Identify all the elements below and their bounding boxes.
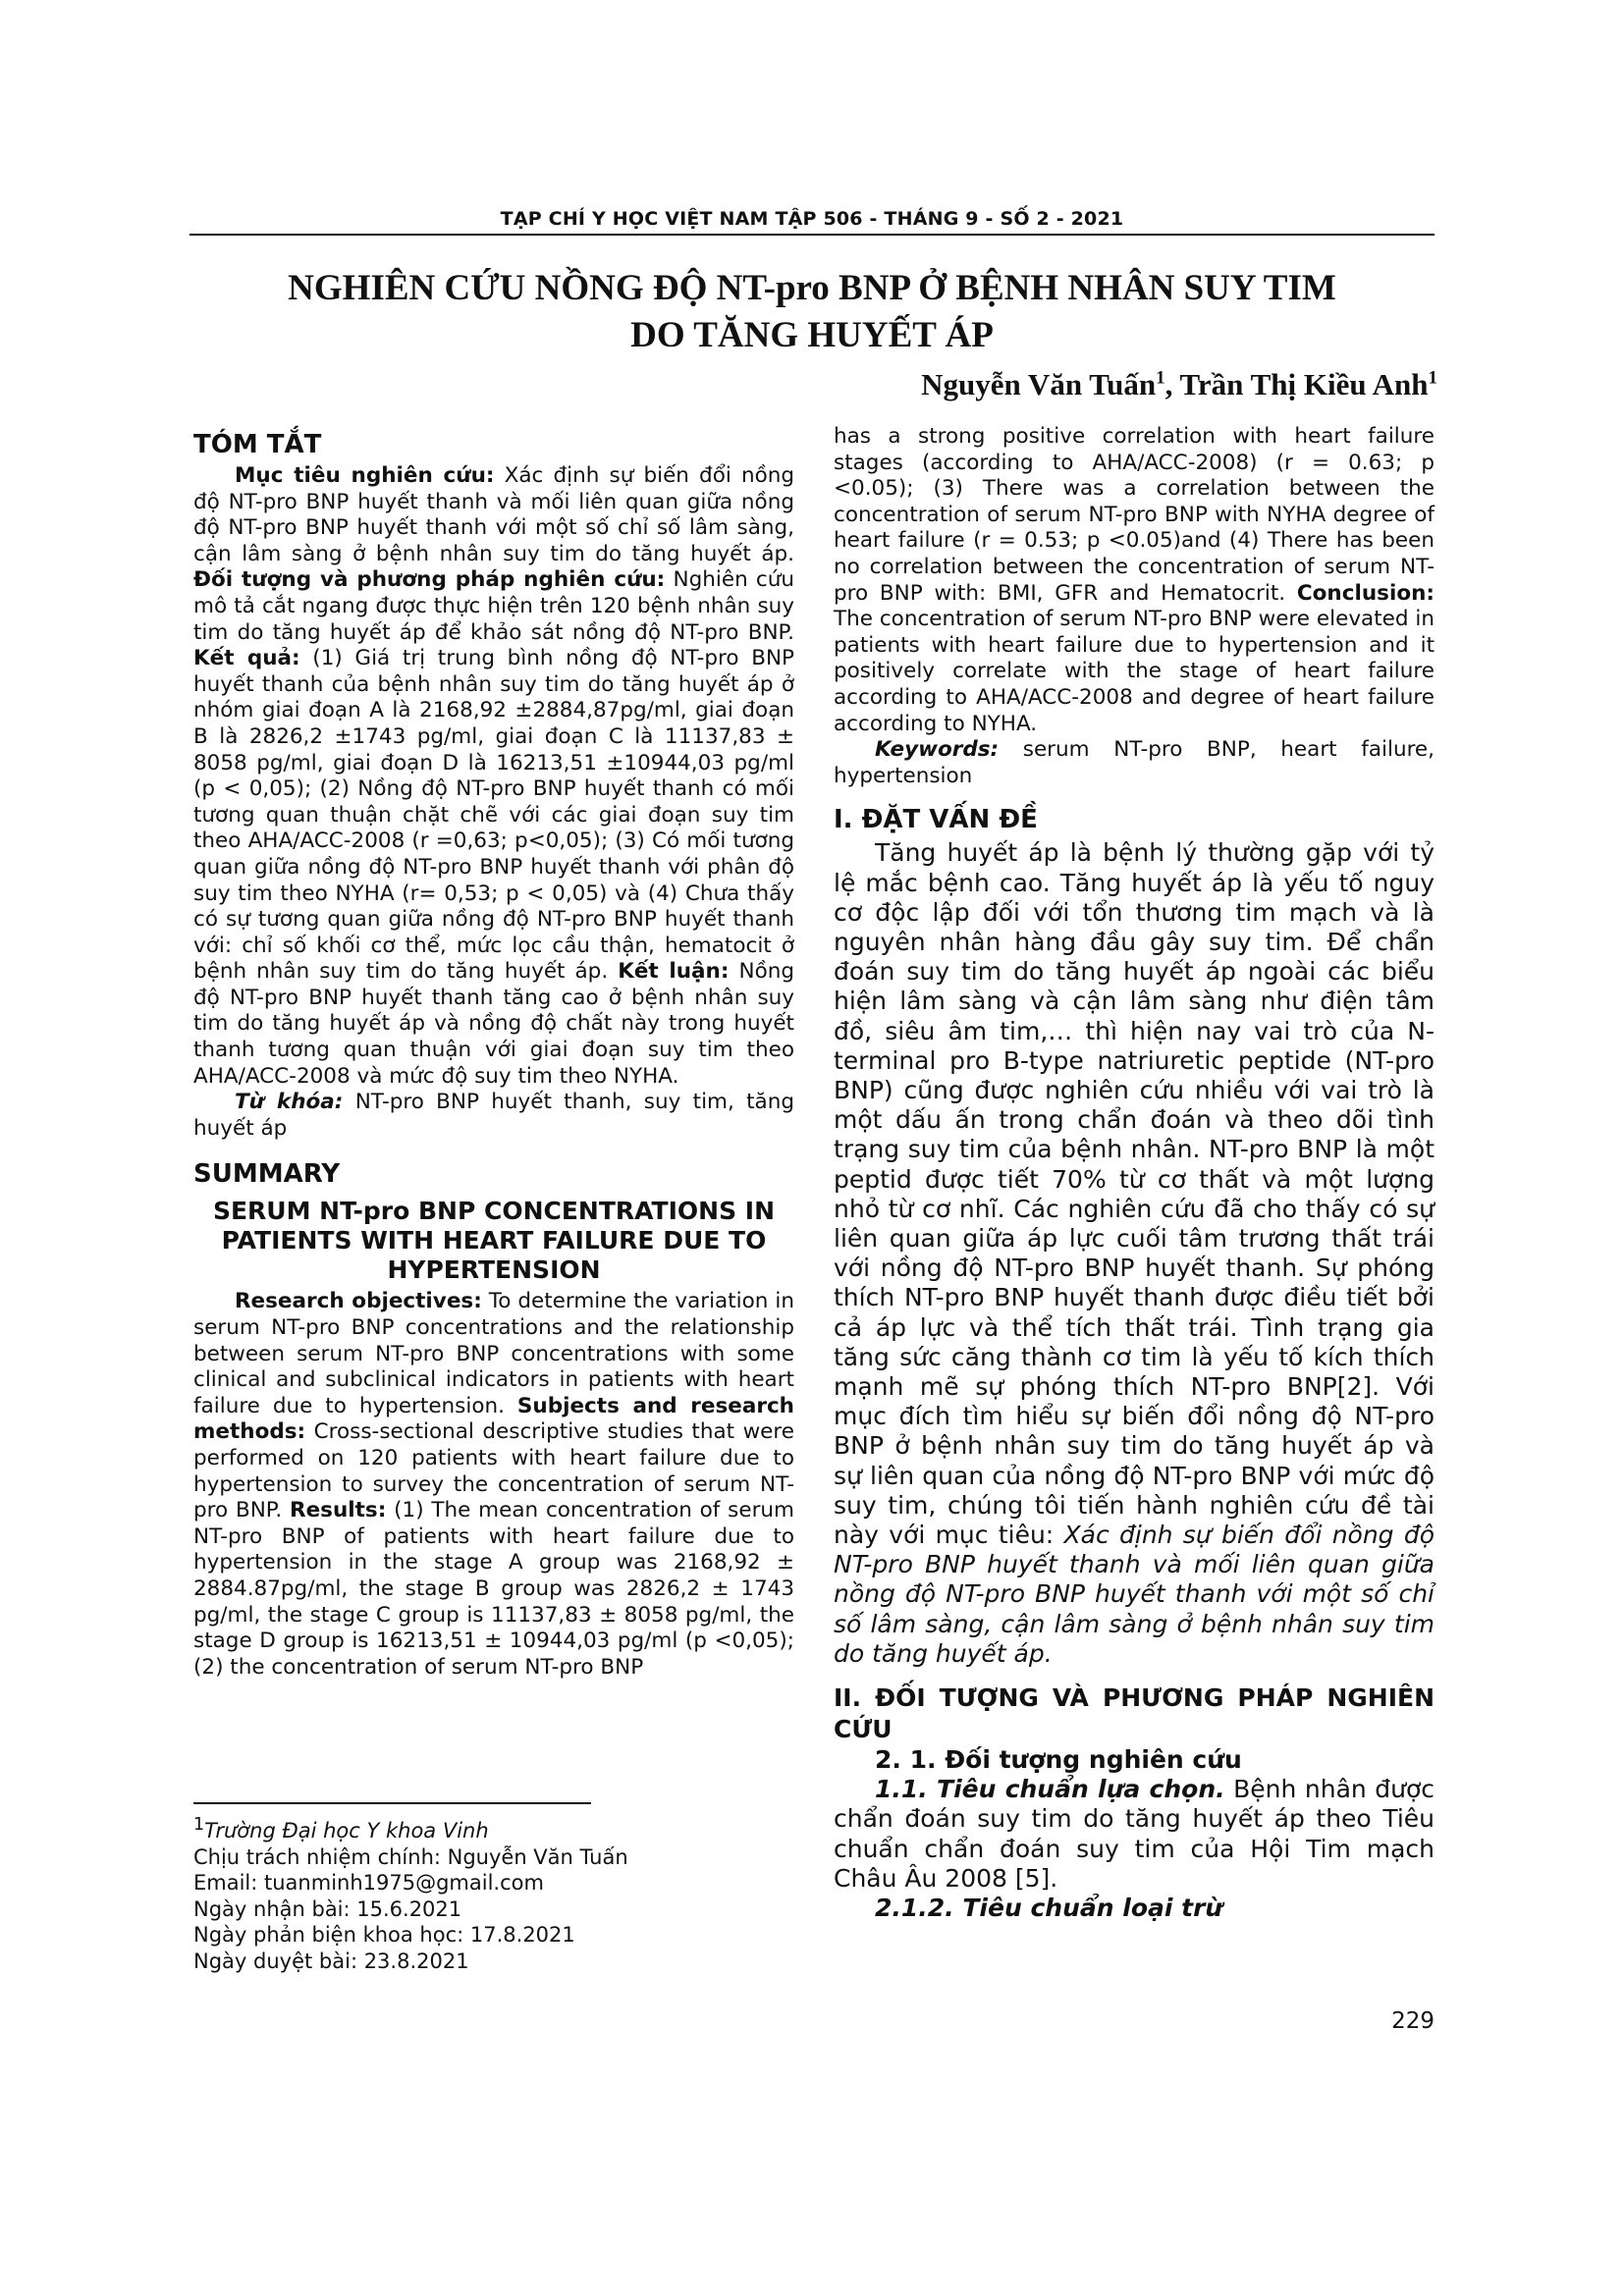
english-abstract (193, 1289, 794, 1681)
footnote-affiliation (193, 1812, 794, 1844)
affiliation-marker: 1 (193, 1815, 205, 1835)
footnote-accepted: Ngày duyệt bài: 23.8.2021 (193, 1949, 469, 1973)
label-subjects-methods: Subjects and research methods: (193, 1393, 794, 1445)
section-1-text: Tăng huyết áp là bệnh lý thường gặp với tỷ lệ mắc bệnh cao. Tăng huyết áp là yếu tố nguy cơ độc lập đối với tổn thương tim mạch và là nguyên nhân hàng đầu gây suy tim. Để chẩn đoán suy tim do tăng huyết áp ngoài các biểu hiện lâm sàng và cận lâm sàng như điện tâm đồ, siêu âm tim,… thì hiện nay vai trò của N-terminal pro B-type natriuretic peptide (NT-pro BNP) cũng được nghiên cứu nhiều với vai trò là một dấu ấn trong chẩn đoán và theo dõi tình trạng suy tim của bệnh nhân. NT-pro BNP là một peptid được tiết 70% từ cơ thất và một lượng nhỏ từ cơ nhĩ. Các nghiên cứu đã cho thấy có sự liên quan giữa áp lực cuối tâm trương thất trái với nồng độ NT-pro BNP huyết thanh. Sự phóng thích NT-pro BNP huyết thanh được điều tiết bởi cả áp lực và thể tích thất trái. Tình trạng gia tăng sức căng thành cơ tim là yếu tố kích thích mạnh mẽ sự phóng thích NT-pro BNP[2]. Với mục đích tìm hiểu sự biến đổi nồng độ NT-pro BNP ở bệnh nhân suy tim do tăng huyết áp và sự liên quan của nồng độ NT-pro BNP với mức độ suy tim, chúng tôi tiến hành nghiên cứu đề tài này với mục tiêu: (834, 838, 1435, 1549)
footnote-received: Ngày nhận bài: 15.6.2021 (193, 1896, 462, 1921)
section-1-body (834, 838, 1435, 1669)
author-1-affiliation: 1 (1156, 367, 1165, 389)
label-conclusion: Kết luận: (618, 959, 730, 985)
text-results-en: (1) The mean concentration of serum NT-pro BNP of patients with heart failure due to hypertension in the stage A group was 2168,92 ± 2884.87pg/ml, the stage B group was 2826,2 ± 1743 pg/ml, the stage C group is 11137,83 ± 8058 pg/ml, the stage D group is 16213,51 ± 10944,03 pg/ml (p <0,05); (2) the concentration of serum NT-pro BNP (193, 1498, 794, 1680)
text-methods: Nghiên cứu mô tả cắt ngang được thực hiện trên 120 bệnh nhân suy tim do tăng huyết áp để khảo sát nồng độ NT-pro BNP. (193, 567, 794, 645)
vietnamese-keywords (193, 1090, 794, 1142)
article-title (189, 265, 1435, 359)
text-conclusion-en: The concentration of serum NT-pro BNP were elevated in patients with heart failure due to hypertension and it positively correlate with the stage of heart failure according to AHA/ACC-2008 and degree of heart failure according to NYHA. (834, 607, 1435, 736)
label-objective: Mục tiêu nghiên cứu: (235, 463, 495, 488)
author-separator: , (1164, 367, 1180, 401)
abstract-heading: TÓM TẮT (193, 430, 322, 459)
text-keywords: NT-pro BNP huyết thanh, suy tim, tăng huyết áp (193, 1090, 794, 1141)
footnote-reviewed: Ngày phản biện khoa học: 17.8.2021 (193, 1923, 575, 1947)
subsection-1-1 (834, 1775, 1435, 1894)
author-2-affiliation: 1 (1428, 367, 1437, 389)
label-keywords: Từ khóa: (235, 1090, 344, 1115)
summary-title: SERUM NT-pro BNP CONCENTRATIONS IN PATIENTS WITH HEART FAILURE DUE TO HYPERTENSION (212, 1197, 776, 1285)
text-objective: Xác định sự biến đổi nồng độ NT-pro BNP huyết thanh và mối liên quan giữa nồng độ NT-pro BNP huyết thanh với một số chỉ số lâm sàng, cận lâm sàng ở bệnh nhân suy tim do tăng huyết áp. (193, 463, 794, 566)
author-2: Trần Thị Kiều Anh (1179, 367, 1429, 401)
text-results-en-cont: has a strong positive correlation with heart failure stages (according to AHA/ACC-2008) (r = 0.63; p <0.05); (3) There was a correlation between the concentration of serum NT-pro BNP with NYHA degree of heart failure (r = 0.53; p <0.05)and (4) There has been no correlation between the concentration of serum NT-pro BNP with: BMI, GFR and Hematocrit. (834, 424, 1435, 606)
text-subjects-methods: Cross-sectional descriptive studies that were performed on 120 patients with heart failure due to hypertension to survey the concentration of serum NT-pro BNP. (193, 1419, 794, 1523)
section-1-heading: I. ĐẶT VẤN ĐỀ (834, 805, 1038, 835)
vietnamese-abstract (193, 463, 794, 1090)
footnote-email: Email: tuanminh1975@gmail.com (193, 1871, 544, 1895)
label-results: Kết quả: (193, 646, 300, 671)
right-column (834, 424, 1435, 1923)
title-line-2: DO TĂNG HUYẾT ÁP (630, 315, 994, 355)
title-line-1: NGHIÊN CỨU NỒNG ĐỘ NT-pro BNP Ở BỆNH NHÂN SUY TIM (288, 268, 1336, 308)
subsection-2-1-2 (834, 1894, 1435, 1923)
section-1-aim: Xác định sự biến đổi nồng độ NT-pro BNP huyết thanh và mối liên quan giữa nồng độ NT-pro BNP huyết thanh với một số chỉ số lâm sàng, cận lâm sàng ở bệnh nhân suy tim do tăng huyết áp. (834, 1520, 1435, 1668)
author-list (921, 367, 1437, 402)
english-abstract-continued (834, 424, 1435, 737)
header-rule (189, 234, 1435, 236)
section-2-heading: II. ĐỐI TƯỢNG VÀ PHƯƠNG PHÁP NGHIÊN CỨU (834, 1683, 1435, 1743)
label-keywords-en: Keywords: (875, 737, 1000, 763)
page-number: 229 (1391, 2008, 1435, 2034)
subsection-1-1-text: Bệnh nhân được chẩn đoán suy tim do tăng huyết áp theo Tiêu chuẩn chẩn đoán suy tim của Hội Tim mạch Châu Âu 2008 [5]. (834, 1775, 1435, 1893)
footnote-corresponding: Chịu trách nhiệm chính: Nguyễn Văn Tuấn (193, 1844, 628, 1869)
label-methods: Đối tượng và phương pháp nghiên cứu: (193, 567, 666, 593)
label-conclusion-en: Conclusion: (1296, 580, 1435, 606)
subsection-2-1-2-label: 2.1.2. Tiêu chuẩn loại trừ (875, 1894, 1223, 1923)
label-research-objectives: Research objectives: (235, 1289, 482, 1314)
label-results-en: Results: (290, 1498, 387, 1523)
text-results: (1) Giá trị trung bình nồng độ NT-pro BNP huyết thanh của bệnh nhân suy tim do tăng huyết áp ở nhóm giai đoạn A là 2168,92 ±2884,87pg/ml, giai đoạn B là 2826,2 ±1743 pg/ml, giai đoạn C là 11137,83 ± 8058 pg/ml, giai đoạn D là 16213,51 ±10944,03 pg/ml (p < 0,05); (2) Nồng độ NT-pro BNP huyết thanh có mối tương quan thuận chặt chẽ với các giai đoạn suy tim theo AHA/ACC-2008 (r =0,63; p<0,05); (3) Có mối tương quan giữa nồng độ NT-pro BNP huyết thanh với phân độ suy tim theo NYHA (r= 0,53; p < 0,05) và (4) Chưa thấy có sự tương quan giữa nồng độ NT-pro BNP huyết thanh với: chỉ số khối cơ thể, mức lọc cầu thận, hematocit ở bệnh nhân suy tim do tăng huyết áp. (193, 646, 794, 985)
left-column (193, 424, 794, 1681)
affiliation-text: Trường Đại học Y khoa Vinh (204, 1819, 489, 1842)
footnotes (193, 1812, 794, 1974)
text-conclusion: Nồng độ NT-pro BNP huyết thanh tăng cao ở bệnh nhân suy tim do tăng huyết áp và nồng độ chất này trong huyết thanh tương quan thuận với giai đoạn suy tim theo AHA/ACC-2008 và mức độ suy tim theo NYHA. (193, 959, 794, 1089)
author-1: Nguyễn Văn Tuấn (921, 367, 1157, 401)
english-keywords (834, 737, 1435, 789)
footnote-rule (193, 1802, 591, 1804)
subsection-1-1-label: 1.1. Tiêu chuẩn lựa chọn. (875, 1775, 1225, 1804)
text-research-objectives: To determine the variation in serum NT-pro BNP concentrations and the relationship between serum NT-pro BNP concentrations with some clinical and subclinical indicators in patients with heart failure due to hypertension. (193, 1289, 794, 1418)
text-keywords-en: serum NT-pro BNP, heart failure, hypertension (834, 737, 1435, 788)
subsection-2-1: 2. 1. Đối tượng nghiên cứu (875, 1745, 1242, 1774)
running-header: TẠP CHÍ Y HỌC VIỆT NAM TẬP 506 - THÁNG 9 - SỐ 2 - 2021 (500, 208, 1124, 230)
summary-heading: SUMMARY (193, 1159, 341, 1190)
